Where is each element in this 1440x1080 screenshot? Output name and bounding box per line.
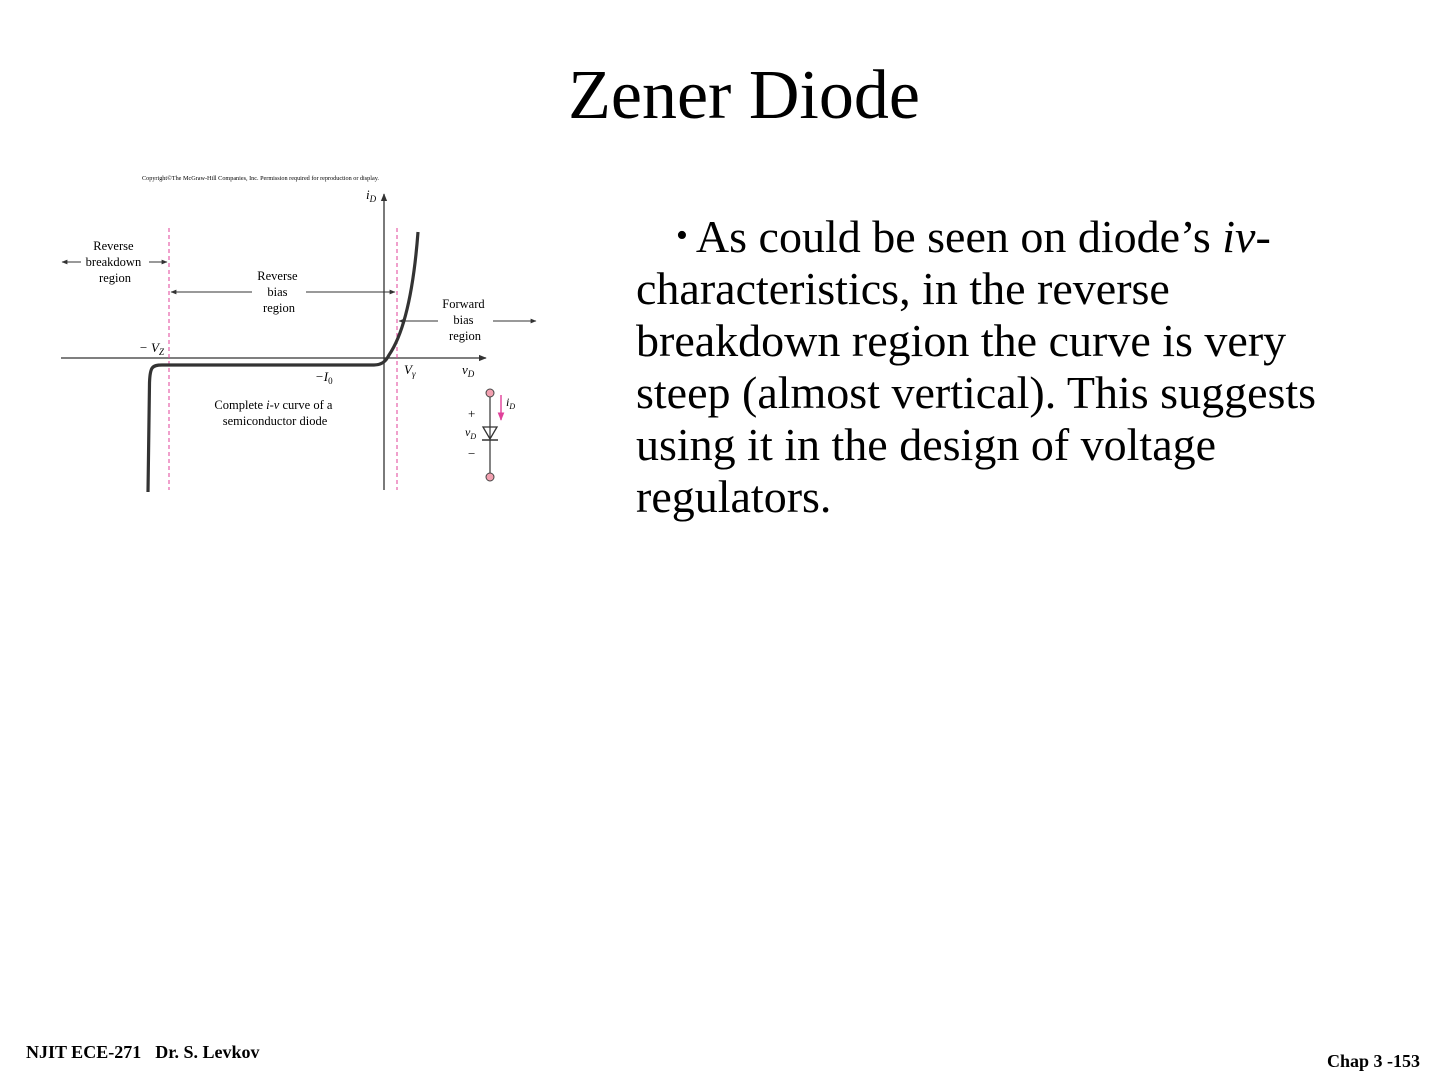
bullet-text-lead: As could be seen on diode’s	[695, 211, 1223, 262]
slide-title: Zener Diode	[568, 57, 920, 134]
footer-author: Dr. S. Levkov	[155, 1042, 260, 1062]
anode-terminal	[486, 389, 494, 397]
bullet-paragraph	[636, 210, 1366, 523]
footer-course: NJIT ECE-271	[26, 1042, 142, 1062]
neg-i0-label: $-I_0$	[315, 369, 333, 386]
circuit-current-label: $i_D$	[506, 395, 516, 411]
bullet-text-rest: -characteristics, in the reverse breakdown region the curve is very steep (almost vertical). This suggests using it in the design of voltage regulators.	[636, 211, 1317, 522]
cathode-terminal	[486, 473, 494, 481]
iv-curve-figure	[56, 168, 546, 498]
v-gamma-label: $V_\gamma$	[404, 362, 416, 379]
diode-symbol	[465, 389, 515, 481]
y-axis-label: $i_D$	[366, 187, 377, 204]
bullet-dot-icon: •	[676, 217, 688, 254]
circuit-plus-sign: +	[468, 406, 476, 421]
footer-course-info	[26, 1042, 260, 1063]
copyright-notice: Copyright©The McGraw-Hill Companies, Inc. Permission required for reproduction or display.	[142, 175, 379, 182]
iv-curve-diagram	[56, 168, 546, 498]
footer-page-number: Chap 3 -153	[1326, 1051, 1420, 1071]
bullet-text-italic: iv	[1222, 211, 1256, 262]
x-axis-label: $v_D$	[462, 362, 475, 379]
figure-caption: Complete i-v curve of a semiconductor diode	[214, 398, 333, 428]
neg-vz-label: − $V_Z$	[139, 340, 164, 357]
reverse-bias-region-label: Reverse bias region	[257, 269, 298, 315]
circuit-minus-sign: −	[468, 446, 476, 461]
forward-bias-region-label: Forward bias region	[442, 297, 485, 343]
circuit-voltage-label: $v_D$	[465, 425, 477, 441]
breakdown-region-label: Reverse breakdown region	[85, 239, 142, 285]
